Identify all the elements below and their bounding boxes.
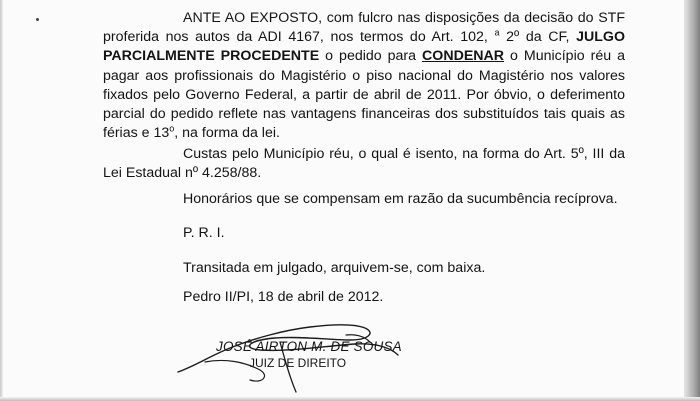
place-date: Pedro II/PI, 18 de abril de 2012.	[183, 289, 384, 305]
scan-edge-right	[684, 0, 700, 401]
decision-text-4: o Município réu a pagar aos profissionais do Magistério o piso nacional do Magistério nos valores fixados pelo Governo Federal, a partir de abril de 2011. Por óbvio, o deferimento parcial do pedido reflete nas vantagens financeiras dos substituídos tais quais as férias e 13	[103, 48, 625, 142]
paragraph-costs: Custas pelo Município réu, o qual é isento, na forma do Art. 5º, III da Lei Estadual nº 4.258/88.	[103, 146, 625, 182]
paragraph-fees: Honorários que se compensam em razão da sucumbência recíprova.	[183, 191, 618, 207]
decision-text-5: , na forma da lei.	[174, 125, 280, 142]
signer-name: JOSÉ AIRTON M. DE SOUSA	[216, 339, 402, 354]
main-text	[103, 9, 625, 143]
paragraph-pri: P. R. I.	[183, 225, 225, 241]
verdict-bold: JULGO PARCIALMENTE PROCEDENTE	[103, 29, 625, 65]
decision-text-1: ANTE AO EXPOSTO, com fulcro nas disposições da decisão do STF proferida nos autos da ADI 4167, nos termos do Art. 102,	[103, 10, 625, 46]
superscript-o: o	[169, 123, 175, 134]
paragraph-transit: Transitada em julgado, arquivem-se, com baixa.	[183, 260, 486, 276]
signer-title: JUIZ DE DIREITO	[249, 356, 347, 370]
superscript-a: a	[494, 27, 500, 38]
condenar-bold-underlined: CONDENAR	[422, 48, 505, 65]
decision-text-3: o pedido para	[319, 48, 423, 65]
paragraph-decision	[103, 9, 625, 143]
scan-dot	[36, 18, 39, 21]
scan-edge-left	[0, 0, 3, 401]
decision-text-2: 2º da CF,	[499, 29, 577, 46]
costs-block	[103, 145, 625, 183]
